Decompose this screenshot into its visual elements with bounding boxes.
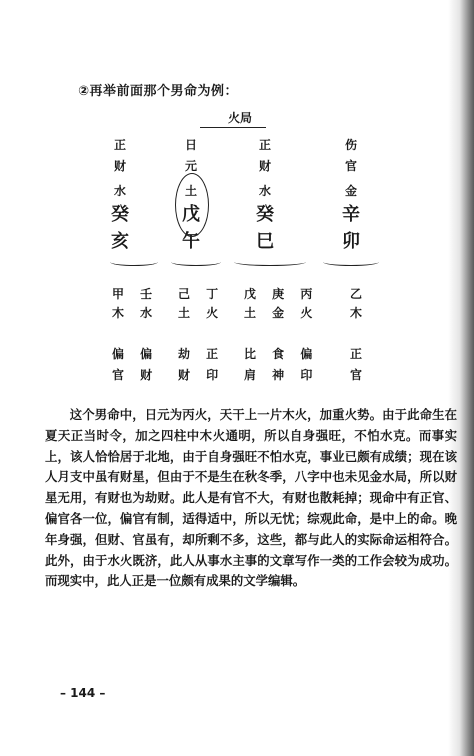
day-label-top: 日 xyxy=(184,138,197,152)
month-hidden-elements: 土 金 火 xyxy=(244,306,319,320)
year-god-top: 正 xyxy=(113,138,126,152)
month-element: 水 xyxy=(258,184,271,198)
hour-element: 金 xyxy=(344,184,357,198)
month-god-bottom: 财 xyxy=(258,159,271,173)
fire-formation-label: 火局 xyxy=(227,111,252,125)
month-stem: 癸 xyxy=(256,204,274,225)
day-hidden-elements: 土 火 xyxy=(178,306,225,320)
month-pillar-bracket xyxy=(234,258,306,266)
year-god-bottom: 财 xyxy=(113,159,126,173)
hour-hidden-elements: 木 xyxy=(350,306,369,320)
hour-hidden-gods-top: 正 xyxy=(350,347,369,361)
month-hidden-gods-top: 比 食 偏 xyxy=(244,347,319,361)
year-stem: 癸 xyxy=(111,204,129,225)
day-element: 土 xyxy=(184,184,197,198)
day-label-bottom: 元 xyxy=(184,159,197,173)
year-hidden-stems: 甲 壬 xyxy=(112,287,159,301)
month-god-top: 正 xyxy=(258,138,271,152)
fire-formation-line xyxy=(200,127,266,128)
hour-god-top: 伤 xyxy=(344,138,357,152)
analysis-paragraph: 这个男命中，日元为丙火，天干上一片木火，加重火势。由于此命生在夏天正当时令，加之四柱中木火通明，所以自身强旺，不怕水克。而事实上，该人恰恰居于北地，由于自身强旺不怕水克，事业已颇有成绩；现在该人月支中虽有财星，但由于不是生在秋冬季，八字中也未见金水局，所以财星无用，有财也为劫财。此人是有官不大，有财也散耗掉；现命中有正官、偏官各一位，偏官有制，适得适中，所以无忧；综观此命，是中上的命。晚年身强，但财、官虽有，却所剩不多，这些，都与此人的实际命运相符合。此外，由于水火既济，此人从事水主事的文章写作一类的工作会较为成功。而现实中，此人正是一位颇有成果的文学编辑。 xyxy=(45,407,457,589)
year-hidden-gods-bottom: 官 财 xyxy=(112,368,159,382)
page-number: – 144 – xyxy=(60,686,106,700)
hour-branch: 卯 xyxy=(342,231,360,252)
month-hidden-stems: 戊 庚 丙 xyxy=(244,287,319,301)
day-hidden-gods-top: 劫 正 xyxy=(178,347,225,361)
year-branch: 亥 xyxy=(111,231,129,252)
section-heading: ②再举前面那个男命为例： xyxy=(78,84,239,99)
hour-pillar-bracket xyxy=(323,258,379,266)
day-stem: 戊 xyxy=(182,204,200,225)
hour-god-bottom: 官 xyxy=(344,159,357,173)
year-hidden-gods-top: 偏 偏 xyxy=(112,347,159,361)
day-pillar-bracket xyxy=(171,258,221,266)
hour-hidden-stems: 乙 xyxy=(350,287,369,301)
day-master-circle xyxy=(175,173,209,237)
month-hidden-gods-bottom: 肩 神 印 xyxy=(244,368,319,382)
day-hidden-gods-bottom: 财 印 xyxy=(178,368,225,382)
page-binding-shadow xyxy=(448,0,474,756)
year-element: 水 xyxy=(113,184,126,198)
hour-stem: 辛 xyxy=(342,204,360,225)
hour-hidden-gods-bottom: 官 xyxy=(350,368,369,382)
year-hidden-elements: 木 水 xyxy=(112,306,159,320)
day-hidden-stems: 己 丁 xyxy=(178,287,225,301)
day-branch: 午 xyxy=(182,231,200,252)
year-pillar-bracket xyxy=(110,258,158,266)
month-branch: 巳 xyxy=(256,231,274,252)
